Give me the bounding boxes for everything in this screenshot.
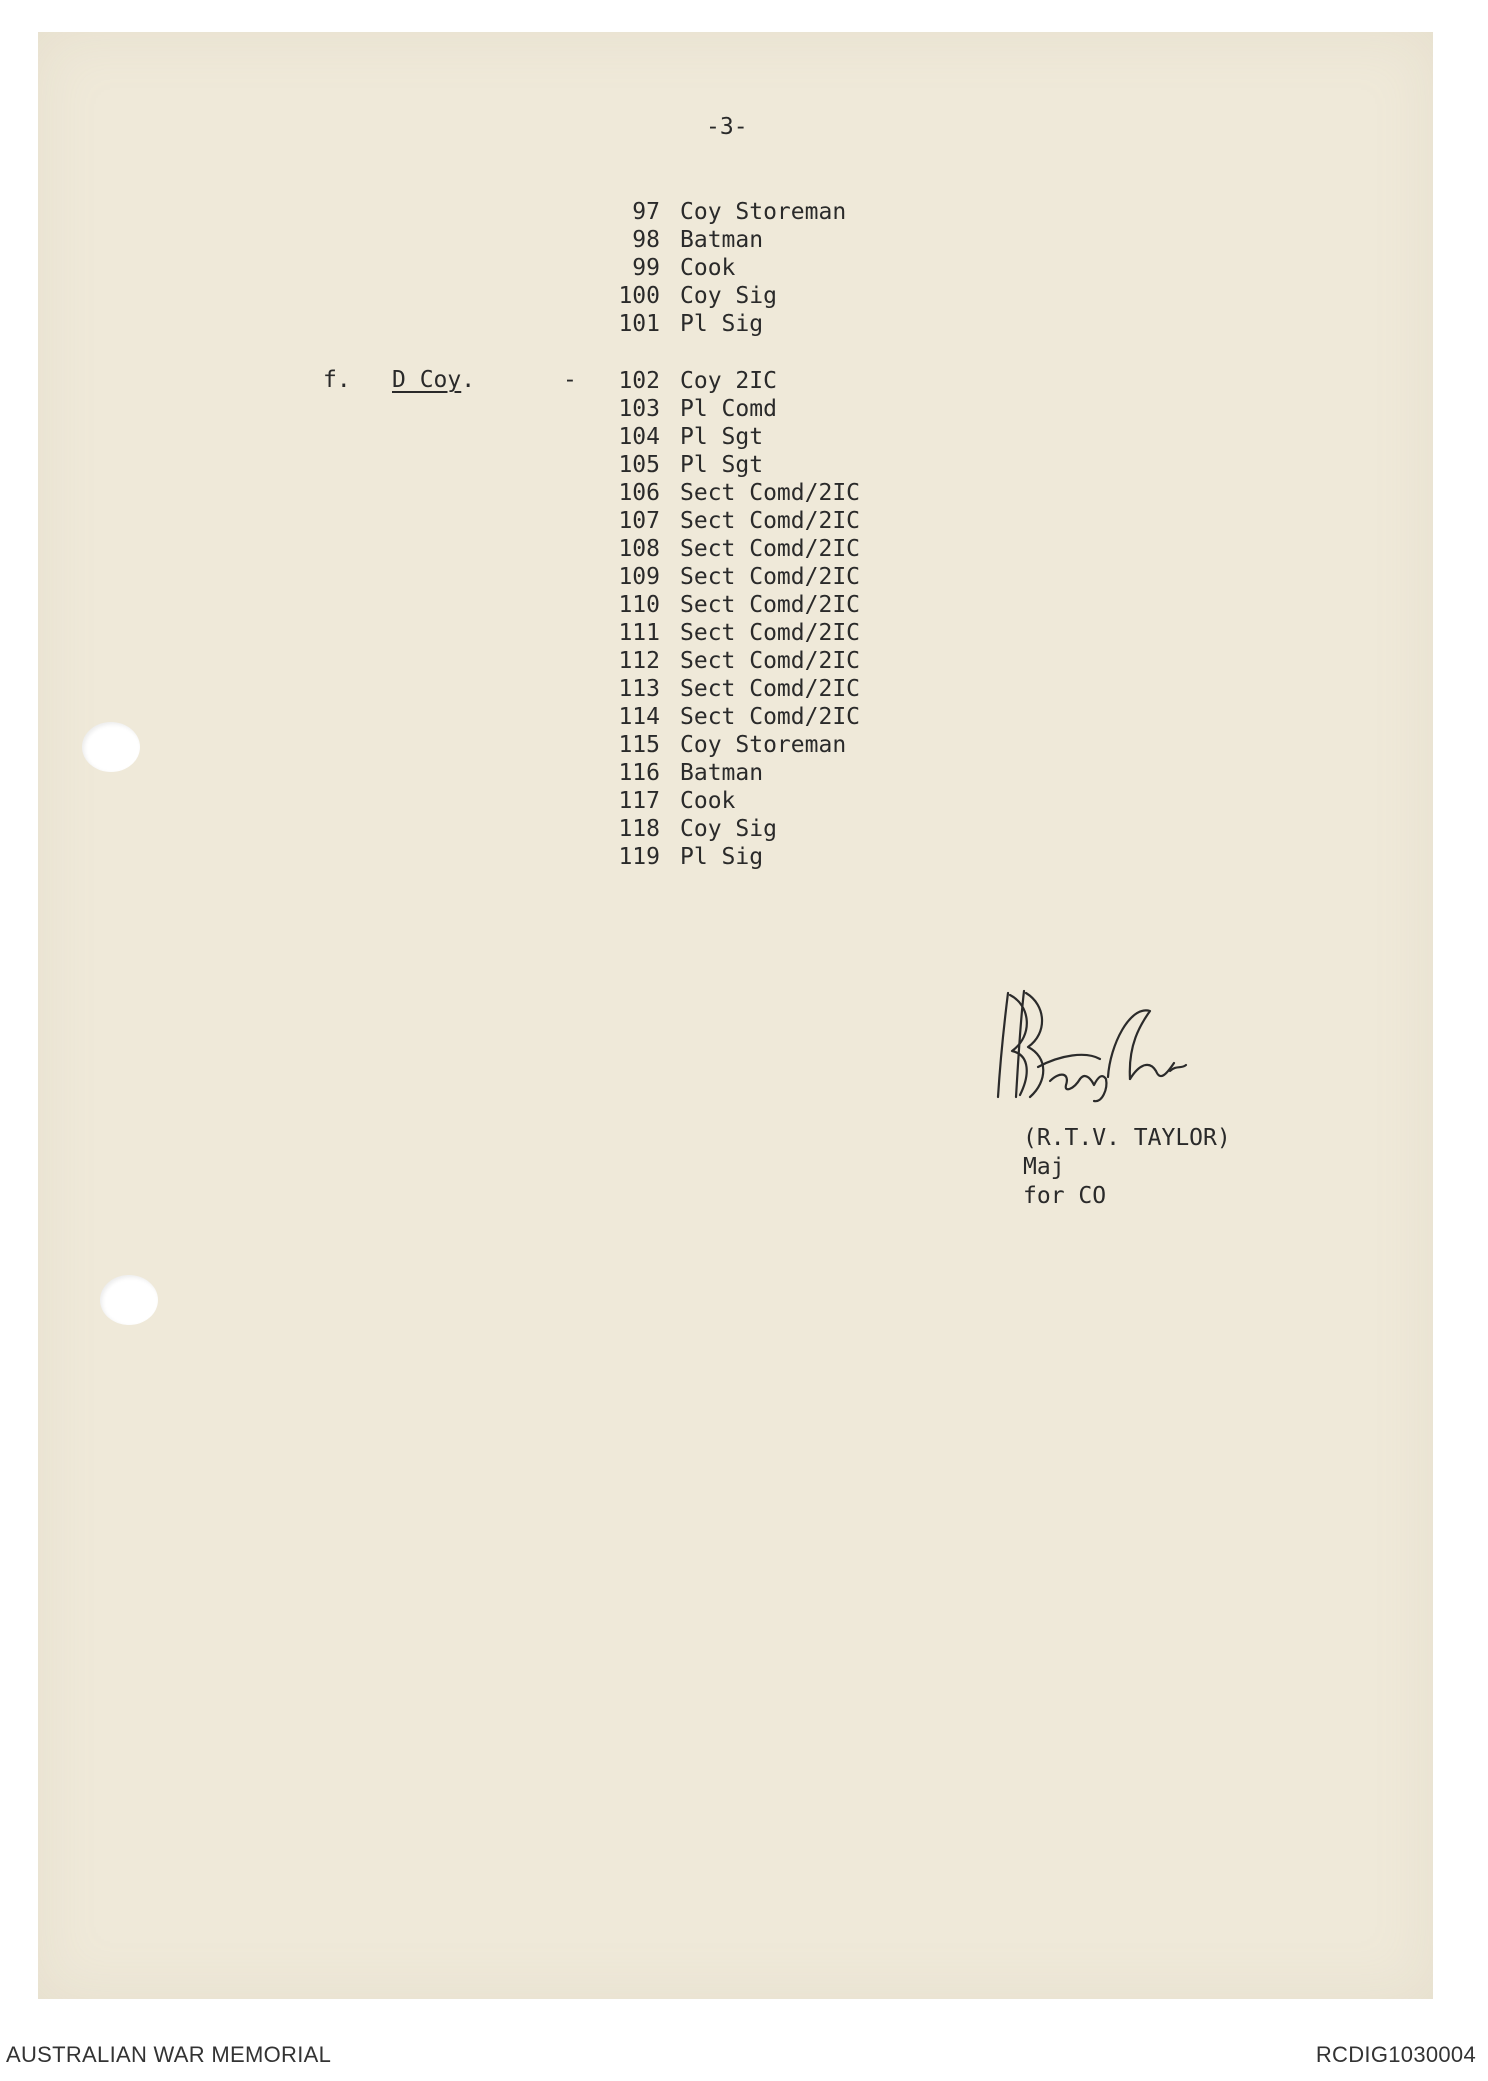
item-role: Batman xyxy=(680,227,764,253)
item-role: Sect Comd/2IC xyxy=(680,480,861,506)
item-role: Pl Sgt xyxy=(680,452,764,478)
item-number: 115 xyxy=(618,732,660,758)
item-role: Pl Sig xyxy=(680,844,764,870)
item-role: Batman xyxy=(680,760,764,786)
item-number: 108 xyxy=(618,536,660,562)
item-role: Pl Comd xyxy=(680,396,777,422)
signatory-name: (R.T.V. TAYLOR) xyxy=(1023,1125,1231,1151)
section-title-text: D Coy xyxy=(392,367,462,393)
punch-hole-lower xyxy=(100,1275,158,1325)
item-number: 118 xyxy=(618,816,660,842)
item-role: Pl Sig xyxy=(680,311,764,337)
section-title xyxy=(392,367,475,393)
item-role: Sect Comd/2IC xyxy=(680,676,861,702)
item-number: 119 xyxy=(618,844,660,870)
item-number: 112 xyxy=(618,648,660,674)
item-number: 103 xyxy=(618,396,660,422)
item-role: Pl Sgt xyxy=(680,424,764,450)
signatory-capacity: for CO xyxy=(1023,1183,1107,1209)
item-number: 102 xyxy=(618,368,660,394)
handwritten-signature xyxy=(990,985,1200,1105)
item-number: 105 xyxy=(618,452,660,478)
item-role: Cook xyxy=(680,788,736,814)
item-number: 97 xyxy=(632,199,660,225)
item-role: Coy Sig xyxy=(680,283,777,309)
footer-record-id: RCDIG1030004 xyxy=(1315,2042,1476,2067)
item-number: 111 xyxy=(618,620,660,646)
section-title-suffix: . xyxy=(461,367,476,393)
item-number: 117 xyxy=(618,788,660,814)
item-number: 109 xyxy=(618,564,660,590)
item-number: 106 xyxy=(618,480,660,506)
item-role: Sect Comd/2IC xyxy=(680,620,861,646)
item-number: 100 xyxy=(618,283,660,309)
item-role: Coy Storeman xyxy=(680,199,847,225)
item-number: 113 xyxy=(618,676,660,702)
item-number: 99 xyxy=(632,255,660,281)
section-marker: f. xyxy=(323,367,351,393)
item-number: 98 xyxy=(632,227,660,253)
item-role: Coy Sig xyxy=(680,816,777,842)
item-role: Cook xyxy=(680,255,736,281)
item-role: Sect Comd/2IC xyxy=(680,508,861,534)
item-number: 107 xyxy=(618,508,660,534)
item-number: 110 xyxy=(618,592,660,618)
item-number: 101 xyxy=(618,311,660,337)
item-number: 104 xyxy=(618,424,660,450)
item-role: Sect Comd/2IC xyxy=(680,564,861,590)
item-role: Sect Comd/2IC xyxy=(680,592,861,618)
signature-block xyxy=(1023,1124,1231,1211)
item-role: Coy Storeman xyxy=(680,732,847,758)
item-role: Sect Comd/2IC xyxy=(680,536,861,562)
item-role: Sect Comd/2IC xyxy=(680,704,861,730)
punch-hole-upper xyxy=(82,722,140,772)
page-number: -3- xyxy=(706,114,748,140)
item-role: Coy 2IC xyxy=(680,368,777,394)
item-number: 114 xyxy=(618,704,660,730)
item-role: Sect Comd/2IC xyxy=(680,648,861,674)
signatory-rank: Maj xyxy=(1023,1154,1065,1180)
section-dash: - xyxy=(563,367,577,393)
footer-archive-name: AUSTRALIAN WAR MEMORIAL xyxy=(6,2042,332,2067)
item-number: 116 xyxy=(618,760,660,786)
